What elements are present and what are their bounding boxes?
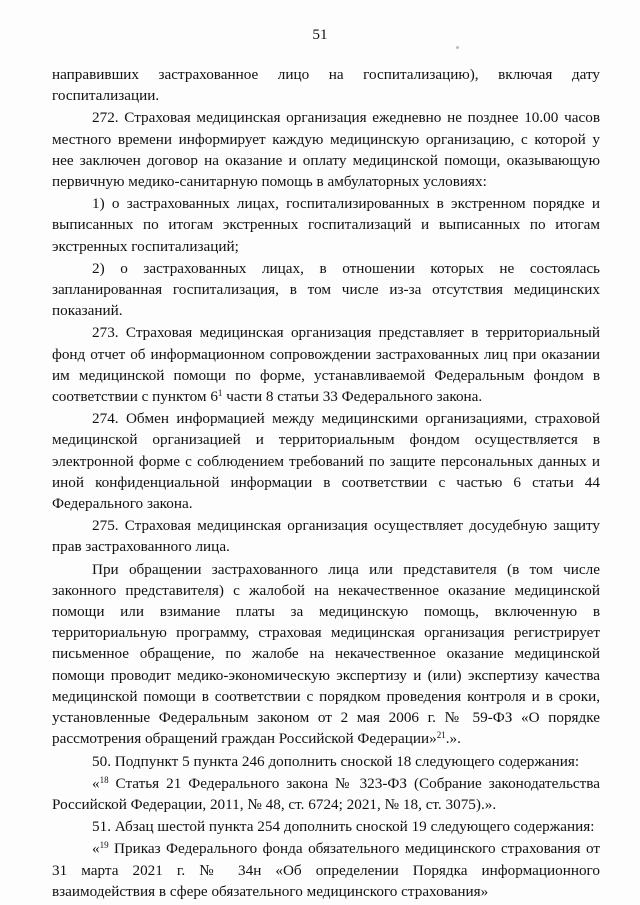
document-body (52, 64, 600, 903)
paragraph-273 (52, 322, 600, 407)
footnote-18-text (52, 773, 600, 815)
paragraph-51: 51. Абзац шестой пункта 254 дополнить сноской 19 следующего содержания: (92, 818, 595, 836)
footnote-19-body: Приказ Федерального фонда обязательного медицинского страхования от 31 марта 2021 г. № 34н «Об определении Порядка информационного взаимодействия в сфере обязательного медицинского страхования» (52, 840, 600, 900)
footnote-19-text (52, 838, 600, 902)
paragraph-275-complaint-text: При обращении застрахованного лица или представителя (в том числе законного представителя) с жалобой на некачественное оказание медицинской помощи или взимание платы за медицинскую помощь, включенную в территориальную программу, страховая медицинская организация регистрирует письменное обращение, по жалобе на некачественное оказание медицинской помощи проводит медико-экономическую экспертизу и (или) экспертизу качества медицинской помощи в соответствии с порядком проведения контроля и в сроки, установленные Федеральным законом от 2 мая 2006 г. № 59-ФЗ «О порядке рассмотрения обращений граждан Российской Федерации» (52, 560, 600, 748)
footnote-18-body: Статья 21 Федерального закона № 323-ФЗ (Собрание законодательства Российской Федерации, 2011, № 48, ст. 6724; 2021, № 18, ст. 3075).». (52, 774, 600, 813)
footnote-19-open-quote: « (92, 840, 100, 858)
scan-speck (456, 46, 459, 49)
paragraph-50: 50. Подпункт 5 пункта 246 дополнить сноской 18 следующего содержания: (92, 752, 580, 770)
paragraph-272: 272. Страховая медицинская организация ежедневно не позднее 10.00 часов местного времени информирует каждую медицинскую организацию, с которой у нее заключен договор на оказание и оплату медицинской помощи, оказывающую первичную медико-санитарную помощь в амбулаторных условиях: (52, 109, 600, 191)
paragraph-275-complaint (52, 559, 600, 750)
footnote-ref-21: 21 (436, 730, 446, 741)
paragraph-274: 274. Обмен информацией между медицинскими организациями, страховой медицинской организацией и территориальным фондом осуществляется в электронной форме с соблюдением требований по защите персональных данных и иной конфиденциальной информации в соответствии с частью 6 статьи 44 Федерального закона. (52, 410, 600, 513)
paragraph-273-text-a: 273. Страховая медицинская организация представляет в территориальный фонд отчет об информационном сопровождении застрахованных лиц при оказании им медицинской помощи по форме, устанавливаемой Федеральным фондом в соответствии с пунктом 6 (52, 324, 600, 406)
paragraph-continuation: направивших застрахованное лицо на госпитализацию), включая дату госпитализации. (52, 66, 600, 105)
paragraph-275-complaint-end: .». (445, 730, 461, 748)
footnote-19-number: 19 (99, 840, 109, 851)
paragraph-272-item-2: 2) о застрахованных лицах, в отношении которых не состоялась запланированная госпитализация, в том числе из-за отсутствия медицинских показаний. (52, 259, 600, 320)
paragraph-273-superscript: 1 (217, 388, 223, 399)
page-number: 51 (312, 26, 328, 43)
paragraph-275: 275. Страховая медицинская организация осуществляет досудебную защиту прав застрахованного лица. (52, 517, 600, 556)
paragraph-273-text-b: части 8 статьи 33 Федерального закона. (222, 388, 483, 406)
footnote-18-number: 18 (99, 774, 109, 785)
footnote-18-open-quote: « (92, 774, 100, 792)
paragraph-272-item-1: 1) о застрахованных лицах, госпитализированных в экстренном порядке и выписанных по итогам экстренных госпитализаций и выписанных по итогам экстренных госпитализаций; (52, 195, 600, 255)
